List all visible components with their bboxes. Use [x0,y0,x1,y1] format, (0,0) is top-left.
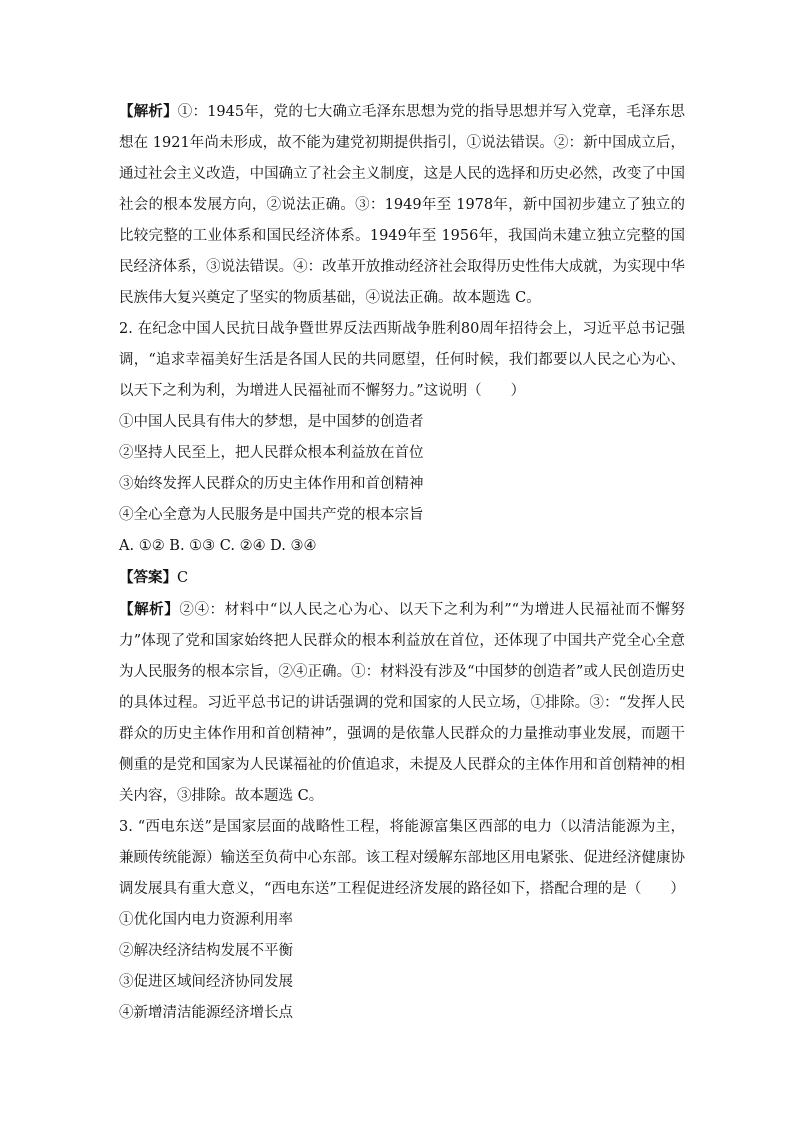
q2-option-2: ②坚持人民至上，把人民群众根本利益放在首位 [119,445,424,461]
q3-option-1: ①优化国内电力资源利用率 [119,912,293,928]
document-page [119,96,685,1029]
q2-option-4: ④全心全意为人民服务是中国共产党的根本宗旨 [119,507,424,523]
q2-option-1: ①中国人民具有伟大的梦想，是中国梦的创造者 [119,414,424,430]
q2-analysis [119,594,685,812]
q2-option-3: ③始终发挥人民群众的历史主体作用和首创精神 [119,476,424,492]
q3-option-2: ②解决经济结构发展不平衡 [119,943,293,959]
q3-stem: 3. “西电东送”是国家层面的战略性工程，将能源富集区西部的电力（以清洁能源为主，兼顾传统能源）输送至负荷中心东部。该工程对缓解东部地区用电紧张、促进经济健康协调发展具有重大意义，“西电东送”工程促进经济发展的路径如下，搭配合理的是（ ） [119,819,685,897]
q2-stem: 2. 在纪念中国人民抗日战争暨世界反法西斯战争胜利80周年招待会上，习近平总书记强调，“追求幸福美好生活是各国人民的共同愿望，任何时候，我们都要以人民之心为心、以天下之利为利，为增进人民福祉而不懈努力。”这说明（ ） [119,321,685,399]
q2-answer-value: C [177,570,189,586]
q1-analysis-label: 【解析】 [119,103,178,120]
q2-choices: A. ①② B. ①③ C. ②④ D. ③④ [119,538,317,554]
q3-option-4: ④新增清洁能源经济增长点 [119,1005,293,1021]
q1-analysis [119,96,685,314]
q2-analysis-label: 【解析】 [119,601,180,618]
q2-answer-label: 【答案】 [119,569,177,586]
q1-analysis-text: ①：1945年，党的七大确立毛泽东思想为党的指导思想并写入党章，毛泽东思想在 1921年尚未形成，故不能为建党初期提供指引，①说法错误。②：新中国成立后，通过社会主义改造，中国确立了社会主义制度，这是人民的选择和历史必然，改变了中国社会的根本发展方向，②说法正确。③：1949年至 1978年，新中国初步建立了独立的比较完整的工业体系和国民经济体系。1949年至 1956年，我国尚未建立独立完整的国民经济体系，③说法错误。④：改革开放推动经济社会取得历史性伟大成就，为实现中华民族伟大复兴奠定了坚实的物质基础，④说法正确。故本题选 C。 [119,104,686,306]
q2-analysis-text: ②④：材料中“以人民之心为心、以天下之利为利”“为增进人民福祉而不懈努力”体现了党和国家始终把人民群众的根本利益放在首位，还体现了中国共产党全心全意为人民服务的根本宗旨，②④正确。①：材料没有涉及“中国梦的创造者”或人民创造历史的具体过程。习近平总书记的讲话强调的党和国家的人民立场，①排除。③：“发挥人民群众的历史主体作用和首创精神”，强调的是依靠人民群众的力量推动事业发展，而题干侧重的是党和国家为人民谋福祉的价值追求，未提及人民群众的主体作用和首创精神的相关内容，③排除。故本题选 C。 [119,602,685,804]
q3-option-3: ③促进区域间经济协同发展 [119,974,293,990]
q2-answer [119,562,685,594]
